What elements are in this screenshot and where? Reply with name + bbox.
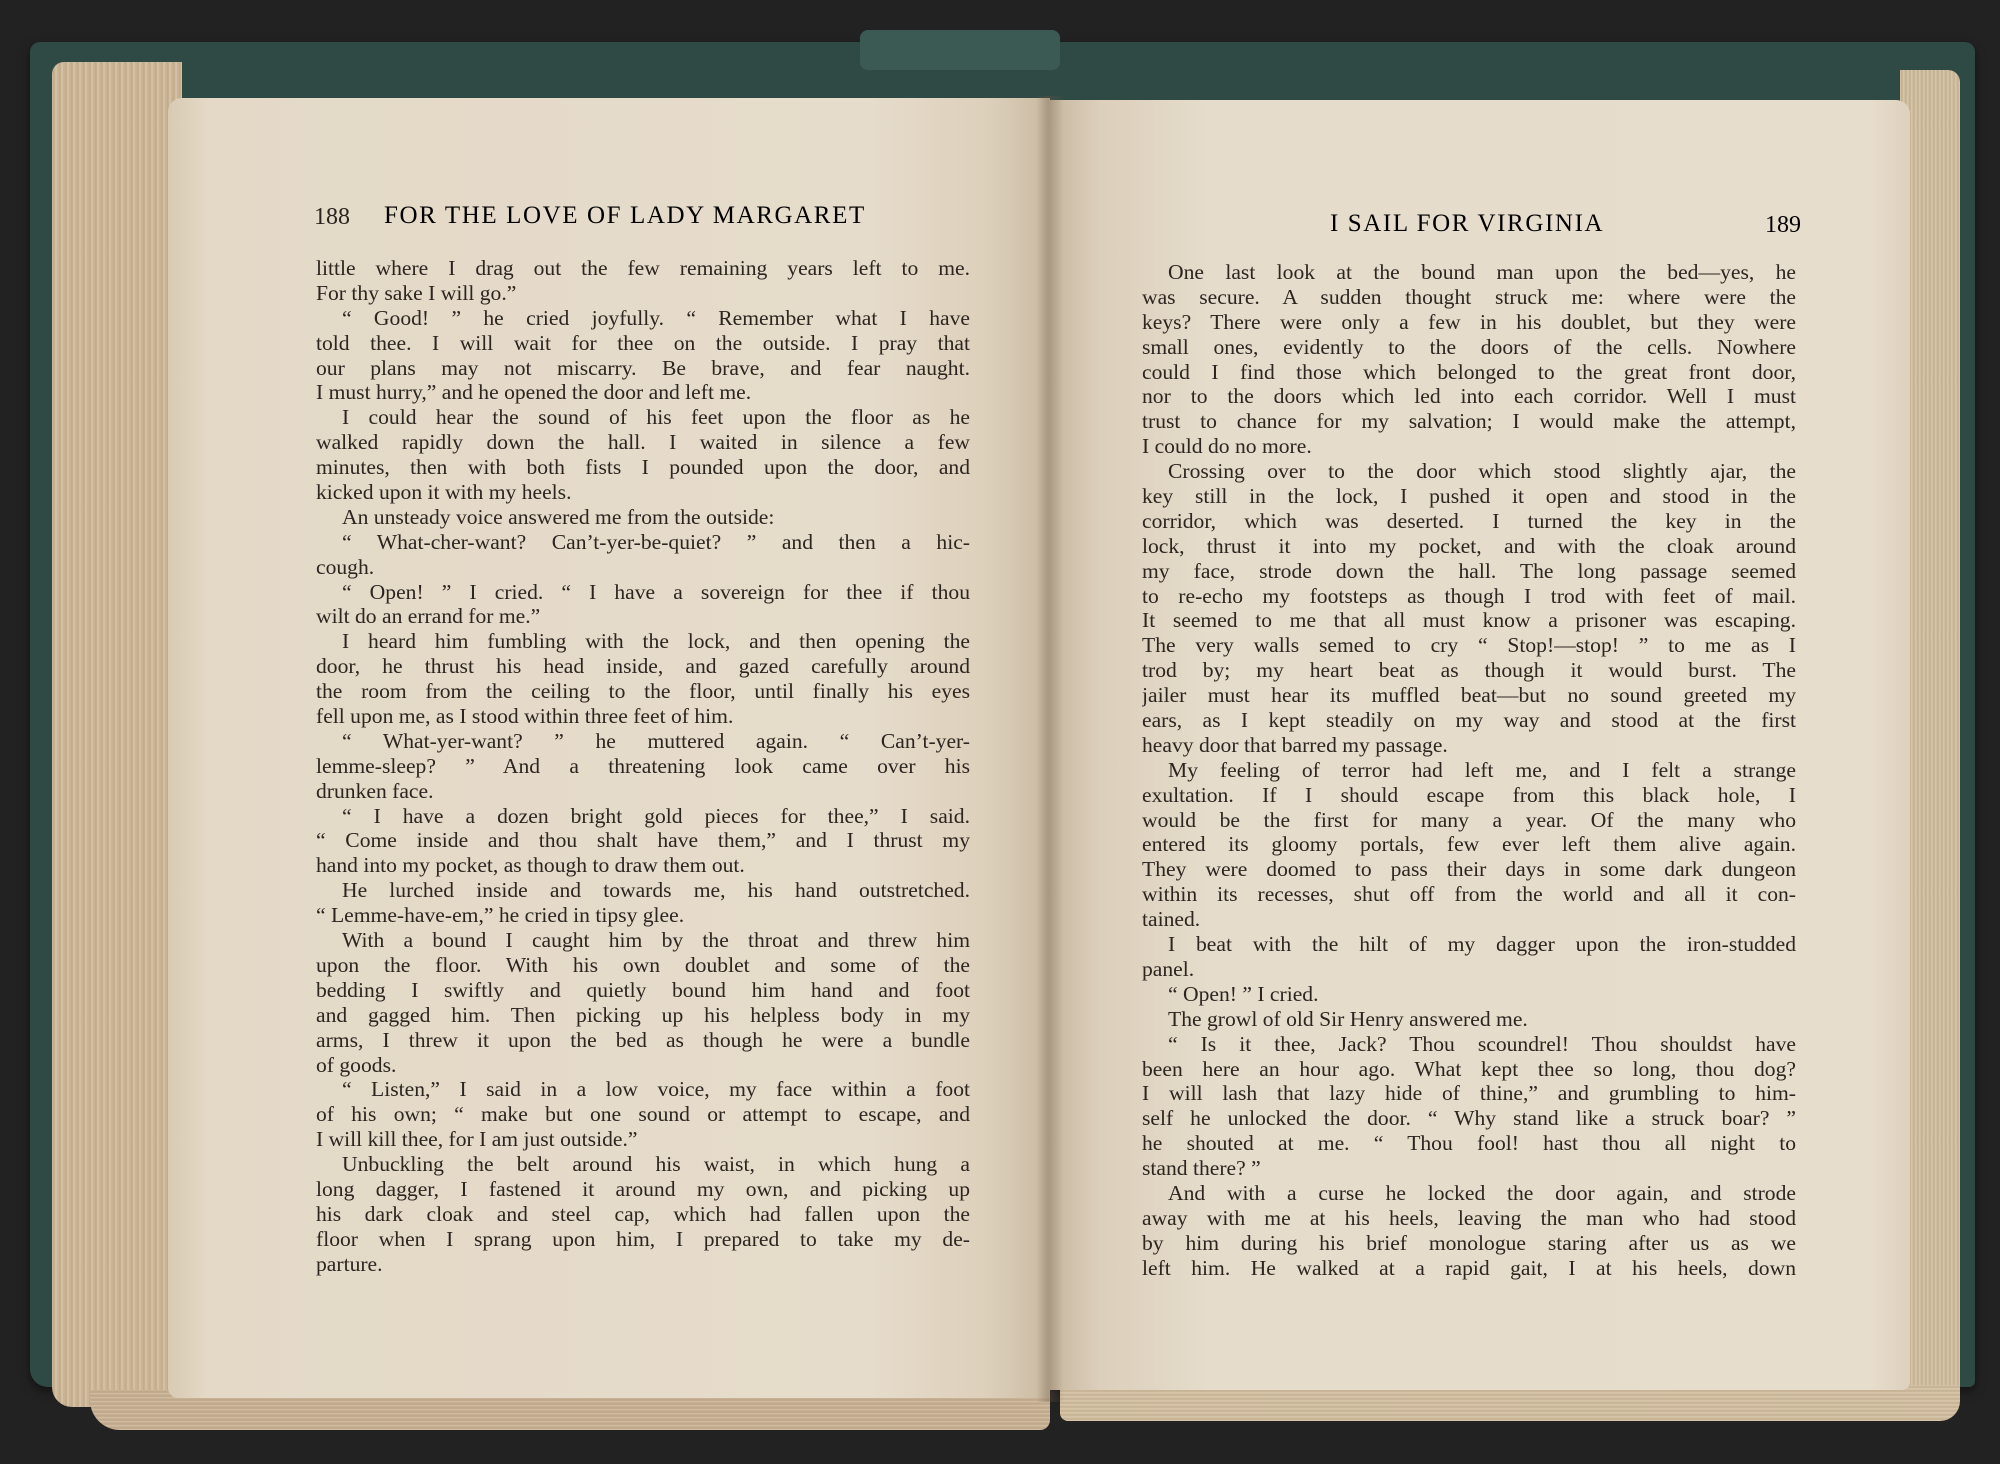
text-line: “ Open! ” I cried. “ I have a sovereign for thee if thou — [342, 579, 970, 604]
text-line: long dagger, I fastened it around my own, and picking up — [316, 1176, 970, 1201]
text-line: tained. — [1142, 907, 1201, 932]
text-line: exultation. If I should escape from this black hole, I — [1142, 782, 1796, 807]
text-line: upon the floor. With his own doublet and some of the — [316, 952, 970, 977]
text-line: I could do no more. — [1142, 434, 1312, 459]
text-line: the room from the ceiling to the floor, until finally his eyes — [316, 679, 970, 704]
text-line: lemme-sleep? ” And a threatening look came over his — [316, 753, 970, 778]
text-line: They were doomed to pass their days in some dark dungeon — [1142, 857, 1796, 882]
text-line: I must hurry,” and he opened the door and left me. — [316, 380, 752, 405]
text-line: “ Open! ” I cried. — [1168, 981, 1319, 1006]
text-line: I beat with the hilt of my dagger upon the iron-studded — [1168, 932, 1796, 957]
text-line: told thee. I will wait for thee on the outside. I pray that — [316, 330, 970, 355]
text-line: My feeling of terror had left me, and I felt a strange — [1168, 757, 1796, 782]
text-line: would be the first for many a year. Of the many who — [1142, 807, 1796, 832]
text-line: our plans may not miscarry. Be brave, and fear naught. — [316, 355, 970, 380]
text-line: “ Good! ” he cried joyfully. “ Remember what I have — [342, 305, 970, 330]
text-line: little where I drag out the few remaining years left to me. — [316, 256, 970, 280]
left-page-text — [316, 256, 970, 1277]
text-line: self he unlocked the door. “ Why stand like a struck boar? ” — [1142, 1106, 1796, 1131]
page-edges-left — [52, 62, 182, 1407]
right-running-head: I SAIL FOR VIRGINIA — [1330, 210, 1605, 237]
text-line: Crossing over to the door which stood slightly ajar, the — [1168, 459, 1796, 484]
text-line: An unsteady voice answered me from the outside: — [342, 504, 775, 529]
text-line: I heard him fumbling with the lock, and then opening the — [342, 629, 970, 654]
text-line: key still in the lock, I pushed it open and stood in the — [1142, 484, 1796, 509]
text-line: floor when I sprang upon him, I prepared to take my de- — [316, 1226, 970, 1251]
text-line: jailer must hear its muffled beat—but no sound greeted my — [1142, 683, 1796, 708]
text-line: arms, I threw it upon the bed as though he were a bundle — [316, 1027, 970, 1052]
text-line: The very walls semed to cry “ Stop!—stop! ” to me as I — [1142, 633, 1796, 658]
text-line: trust to chance for my salvation; I would make the attempt, — [1142, 409, 1796, 434]
text-line: drunken face. — [316, 778, 434, 803]
text-line: hand into my pocket, as though to draw them out. — [316, 853, 745, 878]
text-line: lock, thrust it into my pocket, and with the cloak around — [1142, 533, 1796, 558]
text-line: stand there? ” — [1142, 1156, 1261, 1181]
text-line: nor to the doors which led into each corridor. Well I must — [1142, 384, 1796, 409]
text-line: He lurched inside and towards me, his hand outstretched. — [342, 878, 970, 903]
text-line: bedding I swiftly and quietly bound him hand and foot — [316, 977, 970, 1002]
text-line: One last look at the bound man upon the bed—yes, he — [1168, 260, 1796, 284]
text-line: by him during his brief monologue staring after us as we — [1142, 1230, 1796, 1255]
text-line: keys? There were only a few in his doublet, but they were — [1142, 309, 1796, 334]
text-line: And with a curse he locked the door again, and strode — [1168, 1180, 1796, 1205]
book-gutter — [1036, 96, 1064, 1402]
text-line: “ Listen,” I said in a low voice, my face within a foot — [342, 1077, 970, 1102]
text-line: been here an hour ago. What kept thee so long, thou dog? — [1142, 1056, 1796, 1081]
text-line: away with me at his heels, leaving the man who had stood — [1142, 1205, 1796, 1230]
text-line: I could hear the sound of his feet upon the floor as he — [342, 405, 970, 430]
book-spine-top — [860, 30, 1060, 70]
text-line: Unbuckling the belt around his waist, in which hung a — [342, 1152, 970, 1177]
text-line: The growl of old Sir Henry answered me. — [1168, 1006, 1528, 1031]
text-line: my face, strode down the hall. The long passage seemed — [1142, 558, 1796, 583]
text-line: cough. — [316, 554, 375, 579]
text-line: minutes, then with both fists I pounded upon the door, and — [316, 455, 970, 480]
text-line: fell upon me, as I stood within three feet of him. — [316, 704, 734, 729]
text-line: I will kill thee, for I am just outside.” — [316, 1127, 638, 1152]
text-line: It seemed to me that all must know a prisoner was escaping. — [1142, 608, 1796, 633]
text-line: entered its gloomy portals, few ever left them alive again. — [1142, 832, 1796, 857]
right-page-text — [1142, 260, 1796, 1281]
text-line: I will lash that lazy hide of thine,” and grumbling to him- — [1142, 1081, 1796, 1106]
text-line: parture. — [316, 1251, 383, 1276]
text-line: For thy sake I will go.” — [316, 280, 517, 305]
text-line: he shouted at me. “ Thou fool! hast thou all night to — [1142, 1131, 1796, 1156]
text-line: “ What-yer-want? ” he muttered again. “ Can’t-yer- — [342, 728, 970, 753]
text-line: was secure. A sudden thought struck me: where were the — [1142, 284, 1796, 309]
text-line: wilt do an errand for me.” — [316, 604, 541, 629]
left-running-head: FOR THE LOVE OF LADY MARGARET — [384, 202, 866, 229]
text-line: “ Come inside and thou shalt have them,” and I thrust my — [316, 828, 970, 853]
text-line: could I find those which belonged to the great front door, — [1142, 359, 1796, 384]
text-line: “ What-cher-want? Can’t-yer-be-quiet? ” and then a hic- — [342, 529, 970, 554]
left-page-number: 188 — [314, 204, 350, 230]
text-line: “ Lemme-have-em,” he cried in tipsy glee. — [316, 903, 685, 928]
text-line: heavy door that barred my passage. — [1142, 732, 1448, 757]
right-page-number: 189 — [1765, 212, 1801, 238]
text-line: corridor, which was deserted. I turned the key in the — [1142, 508, 1796, 533]
text-line: ears, as I kept steadily on my way and stood at the first — [1142, 708, 1796, 733]
page-edges-bottom-right — [1060, 1385, 1960, 1421]
text-line: small ones, evidently to the doors of the cells. Nowhere — [1142, 334, 1796, 359]
text-line: and gagged him. Then picking up his helpless body in my — [316, 1002, 970, 1027]
text-line: door, he thrust his head inside, and gazed carefully around — [316, 654, 970, 679]
text-line: within its recesses, shut off from the world and all it con- — [1142, 882, 1796, 907]
text-line: With a bound I caught him by the throat and threw him — [342, 928, 970, 953]
text-line: “ Is it thee, Jack? Thou scoundrel! Thou shouldst have — [1168, 1031, 1796, 1056]
text-line: “ I have a dozen bright gold pieces for thee,” I said. — [342, 803, 970, 828]
text-line: his dark cloak and steel cap, which had fallen upon the — [316, 1201, 970, 1226]
text-line: of his own; “ make but one sound or attempt to escape, and — [316, 1102, 970, 1127]
text-line: walked rapidly down the hall. I waited in silence a few — [316, 430, 970, 455]
text-line: kicked upon it with my heels. — [316, 480, 572, 505]
text-line: left him. He walked at a rapid gait, I at his heels, down — [1142, 1255, 1796, 1280]
text-line: trod by; my heart beat as though it would burst. The — [1142, 658, 1796, 683]
text-line: to re-echo my footsteps as though I trod with feet of mail. — [1142, 583, 1796, 608]
text-line: of goods. — [316, 1052, 397, 1077]
text-line: panel. — [1142, 956, 1195, 981]
